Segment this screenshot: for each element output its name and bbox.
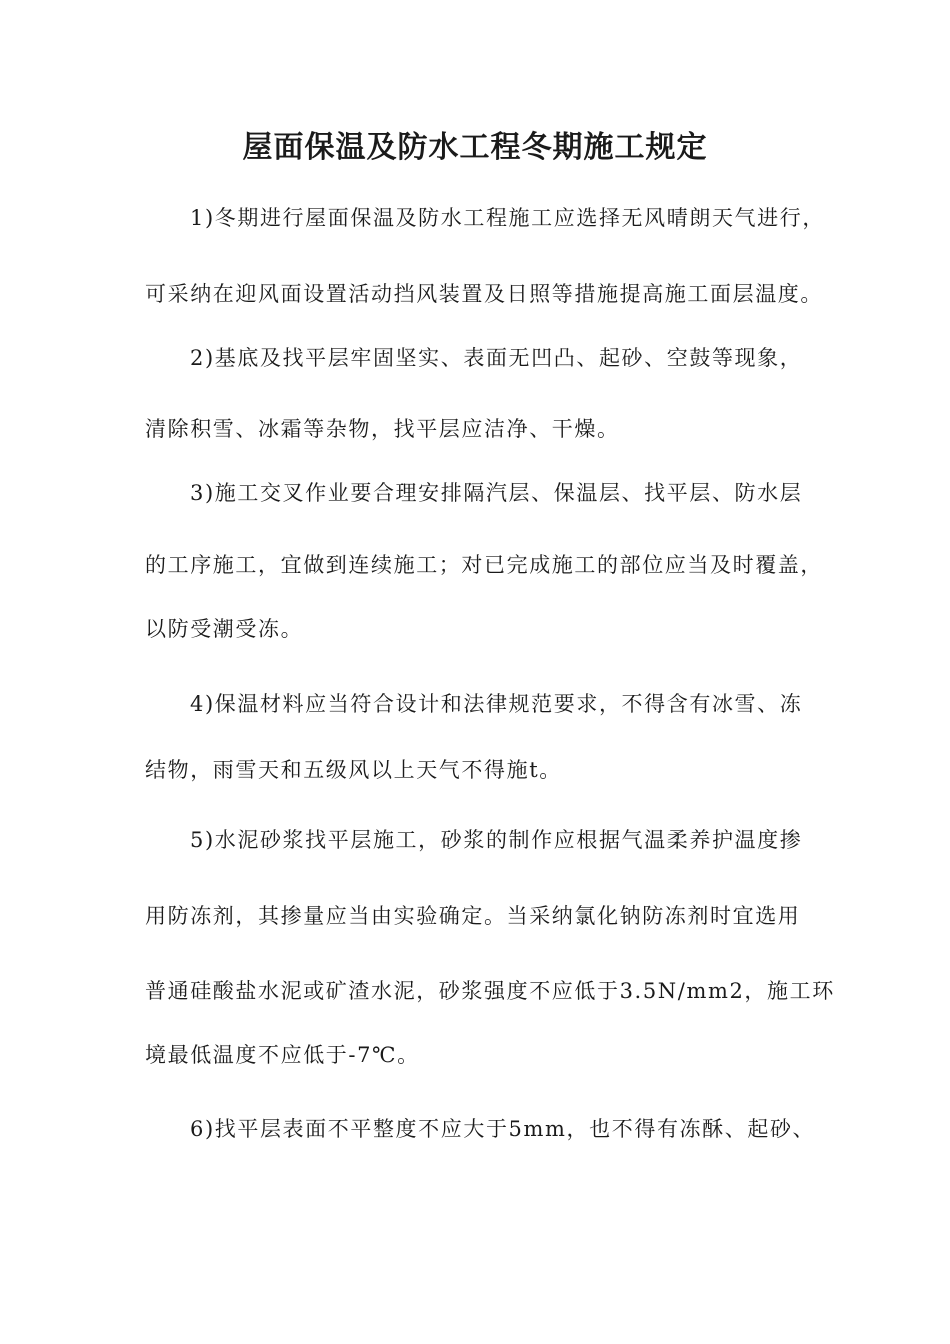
paragraph-4-line-2: 结物，雨雪天和五级风以上天气不得施t。: [145, 758, 562, 782]
paragraph-5-line-1: 5)水泥砂浆找平层施工，砂浆的制作应根据气温柔养护温度掺: [190, 828, 803, 852]
paragraph-2-line-1: 2)基底及找平层牢固坚实、表面无凹凸、起砂、空鼓等现象，: [190, 346, 803, 370]
paragraph-2-line-2: 清除积雪、冰霜等杂物，找平层应洁净、干燥。: [145, 417, 620, 441]
document-title: 屋面保温及防水工程冬期施工规定: [242, 130, 708, 165]
paragraph-3-line-2: 的工序施工，宜做到连续施工；对已完成施工的部位应当及时覆盖，: [145, 553, 823, 577]
paragraph-5-line-4: 境最低温度不应低于-7℃。: [145, 1043, 420, 1067]
paragraph-3-line-1: 3)施工交叉作业要合理安排隔汽层、保温层、找平层、防水层: [190, 481, 803, 505]
paragraph-1-line-2: 可采纳在迎风面设置活动挡风装置及日照等措施提高施工面层温度。: [145, 282, 823, 306]
paragraph-5-line-3: 普通硅酸盐水泥或矿渣水泥，砂浆强度不应低于3.5N/mm2，施工环: [145, 979, 835, 1003]
paragraph-5-line-2: 用防冻剂，其掺量应当由实验确定。当采纳氯化钠防冻剂时宜选用: [145, 904, 801, 928]
paragraph-6-line-1: 6)找平层表面不平整度不应大于5mm，也不得有冻酥、起砂、: [190, 1117, 816, 1141]
paragraph-3-line-3: 以防受潮受冻。: [145, 617, 304, 641]
paragraph-4-line-1: 4)保温材料应当符合设计和法律规范要求，不得含有冰雪、冻: [190, 692, 803, 716]
paragraph-1-line-1: 1)冬期进行屋面保温及防水工程施工应选择无风晴朗天气进行，: [190, 206, 825, 230]
